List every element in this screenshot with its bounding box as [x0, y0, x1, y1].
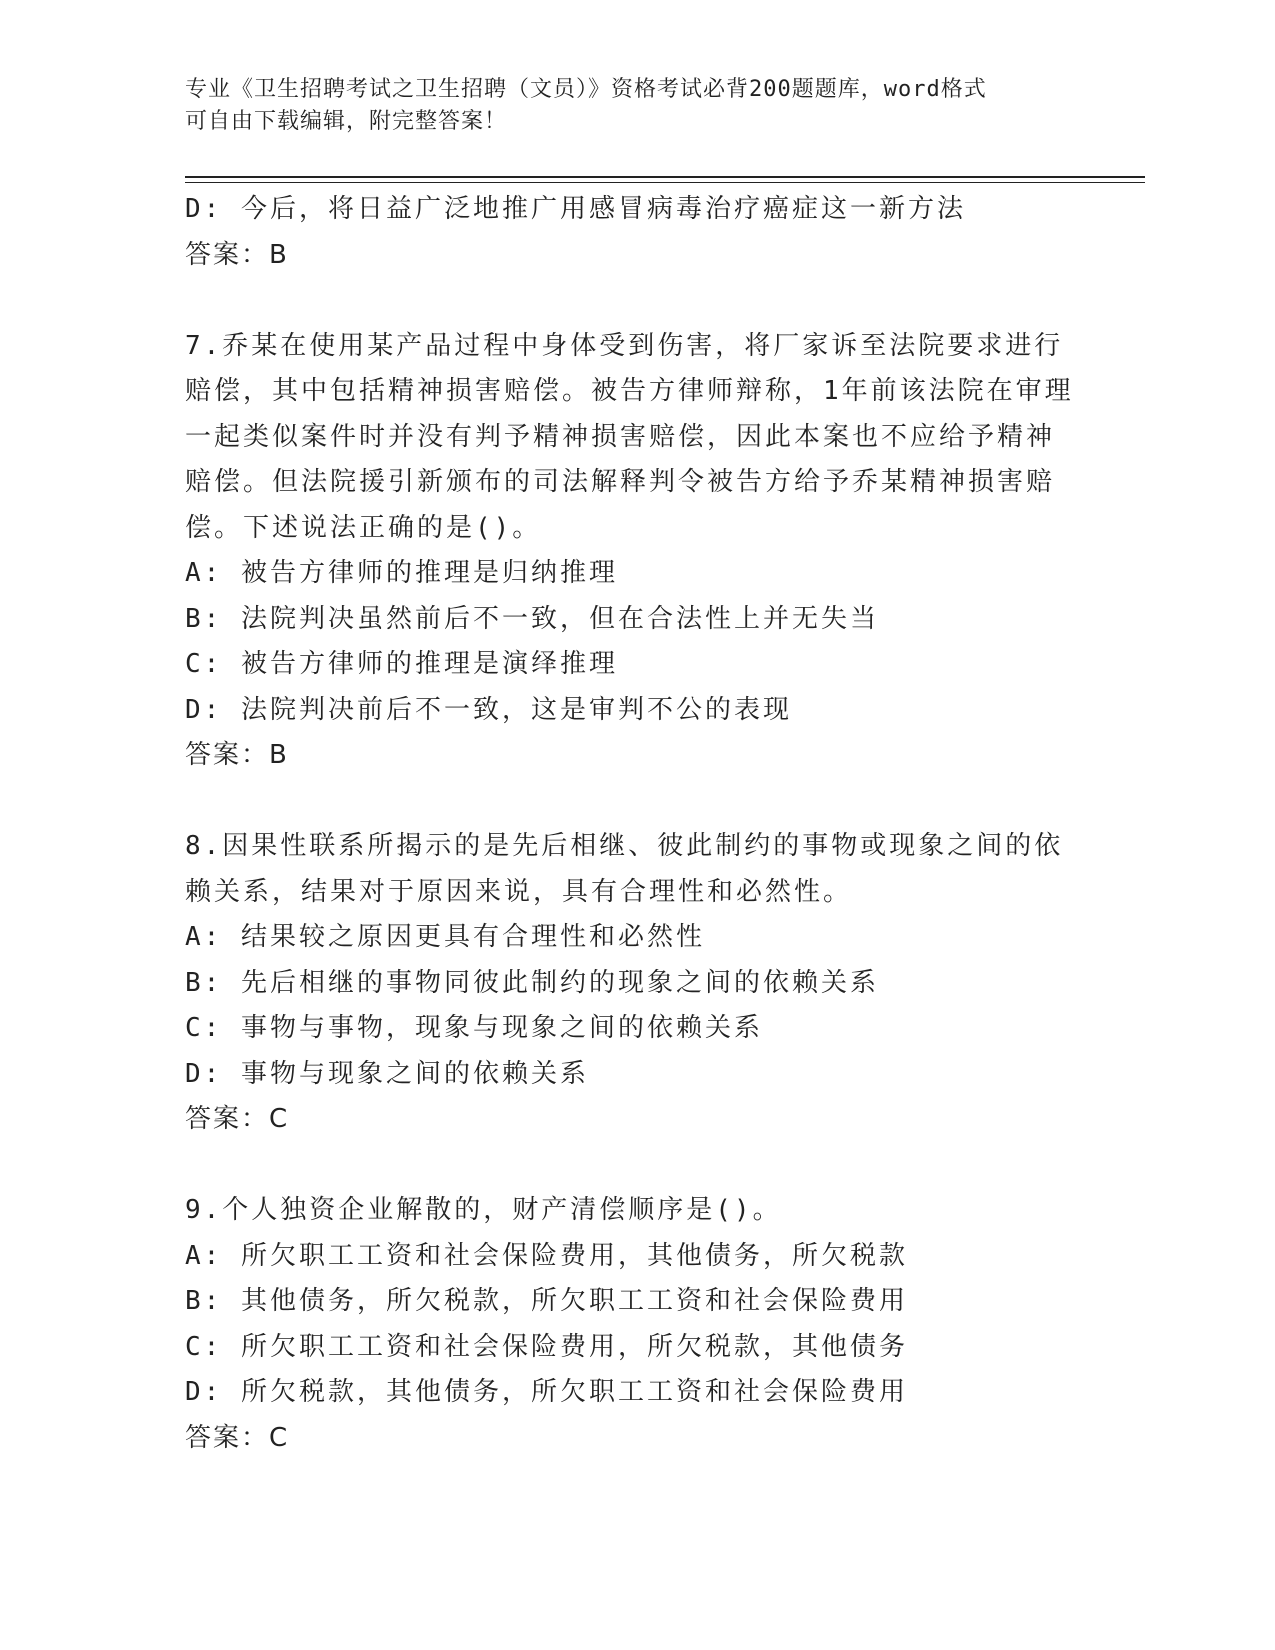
option-b: B: 先后相继的事物同彼此制约的现象之间的依赖关系: [185, 967, 879, 998]
option-d: D: 今后，将日益广泛地推广用感冒病毒治疗癌症这一新方法: [185, 194, 966, 224]
answer-line: 答案：B: [185, 239, 289, 270]
header-rule-thin: [185, 182, 1145, 183]
document-header: [185, 74, 1085, 138]
option-a: A: 被告方律师的推理是归纳推理: [185, 558, 618, 588]
answer-line: 答案：B: [185, 740, 289, 770]
option-d: D: 事物与现象之间的依赖关系: [185, 1058, 589, 1089]
header-title-line-1: 专业《卫生招聘考试之卫生招聘（文员）》资格考试必背200题题库，word格式: [185, 77, 987, 102]
spacer: [185, 278, 1085, 324]
option-b: B: 其他债务，所欠税款，所欠职工工资和社会保险费用: [185, 1286, 908, 1316]
carryover-block: [185, 187, 1085, 278]
answer-line: 答案：C: [185, 1422, 290, 1453]
header-rule-thick: [185, 176, 1145, 178]
question-stem-line: 偿。下述说法正确的是()。: [185, 512, 542, 543]
question-stem-line: 赔偿，其中包括精神损害赔偿。被告方律师辩称，1年前该法院在审理: [185, 376, 1074, 406]
option-d: D: 法院判决前后不一致，这是审判不公的表现: [185, 694, 792, 725]
question-9: [185, 1188, 1085, 1461]
spacer: [185, 1143, 1085, 1189]
option-b: B: 法院判决虽然前后不一致，但在合法性上并无失当: [185, 603, 879, 634]
answer-line: 答案：C: [185, 1104, 290, 1134]
spacer: [185, 779, 1085, 825]
question-7: [185, 324, 1085, 779]
header-title-line-2: 可自由下载编辑，附完整答案！: [185, 109, 508, 134]
option-a: A: 所欠职工工资和社会保险费用，其他债务，所欠税款: [185, 1240, 908, 1271]
option-c: C: 被告方律师的推理是演绎推理: [185, 649, 618, 679]
question-content: [185, 187, 1085, 1461]
question-stem-line: 7.乔某在使用某产品过程中身体受到伤害，将厂家诉至法院要求进行: [185, 330, 1064, 361]
question-stem-line: 赖关系，结果对于原因来说，具有合理性和必然性。: [185, 876, 853, 907]
question-8: [185, 824, 1085, 1143]
option-d: D: 所欠税款，其他债务，所欠职工工资和社会保险费用: [185, 1377, 908, 1407]
question-stem-line: 一起类似案件时并没有判予精神损害赔偿，因此本案也不应给予精神: [185, 421, 1056, 452]
option-a: A: 结果较之原因更具有合理性和必然性: [185, 922, 705, 952]
option-c: C: 所欠职工工资和社会保险费用，所欠税款，其他债务: [185, 1331, 908, 1362]
question-stem-line: 8.因果性联系所揭示的是先后相继、彼此制约的事物或现象之间的依: [185, 831, 1064, 861]
question-stem-line: 赔偿。但法院援引新颁布的司法解释判令被告方给予乔某精神损害赔: [185, 467, 1056, 497]
question-stem-line: 9.个人独资企业解散的，财产清偿顺序是()。: [185, 1195, 782, 1225]
option-c: C: 事物与事物，现象与现象之间的依赖关系: [185, 1013, 763, 1043]
